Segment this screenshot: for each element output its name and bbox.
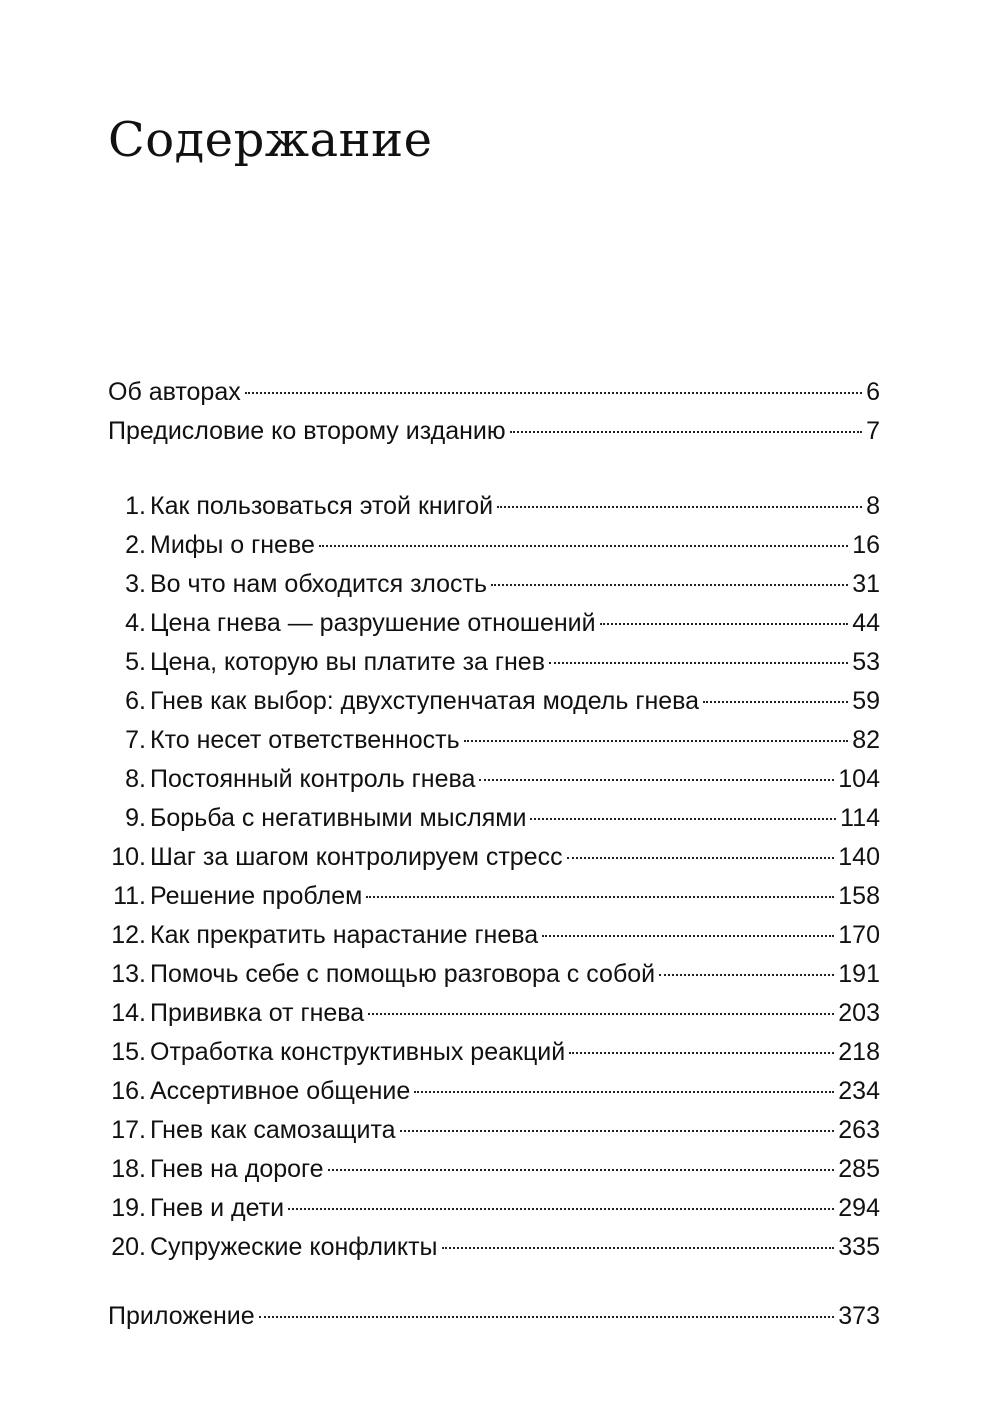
toc-page-number: 82 bbox=[852, 726, 880, 754]
toc-entry-preface[interactable] bbox=[108, 412, 880, 451]
toc-page-number: 294 bbox=[838, 1194, 880, 1222]
toc-dot-leader bbox=[414, 1091, 834, 1093]
toc-dot-leader bbox=[245, 392, 862, 394]
chapter-number: 2. bbox=[125, 531, 146, 559]
chapter-title: Гнев как самозащита bbox=[150, 1116, 396, 1144]
toc-entry-chapter-19[interactable] bbox=[108, 1189, 880, 1228]
chapter-number: 3. bbox=[125, 570, 146, 598]
toc-page-number: 6 bbox=[866, 378, 880, 406]
toc-page-number: 234 bbox=[838, 1077, 880, 1105]
chapter-number: 15. bbox=[111, 1038, 146, 1066]
toc-page-number: 7 bbox=[866, 417, 880, 445]
toc-entry-chapter-13[interactable] bbox=[108, 955, 880, 994]
toc-entry-title bbox=[108, 1033, 565, 1072]
toc-entry-title bbox=[108, 994, 364, 1033]
toc-entry-chapter-15[interactable] bbox=[108, 1033, 880, 1072]
chapter-number: 5. bbox=[125, 648, 146, 676]
toc-page-number: 114 bbox=[840, 804, 880, 832]
toc-entry-title bbox=[108, 1150, 324, 1189]
chapter-title: Мифы о гневе bbox=[150, 531, 315, 559]
toc-page-number: 140 bbox=[838, 843, 880, 871]
toc-entry-title bbox=[108, 955, 655, 994]
toc-dot-leader bbox=[703, 701, 848, 703]
toc-entry-title bbox=[108, 604, 596, 643]
chapter-number: 9. bbox=[125, 804, 146, 832]
toc-entry-about-authors[interactable] bbox=[108, 373, 880, 412]
toc-front-matter bbox=[108, 373, 880, 451]
toc-dot-leader bbox=[491, 584, 848, 586]
chapter-title: Цена гнева — разрушение отношений bbox=[150, 609, 596, 637]
chapter-number: 7. bbox=[125, 726, 146, 754]
toc-entry-title bbox=[108, 1228, 438, 1267]
toc-dot-leader bbox=[600, 623, 849, 625]
toc-entry-title bbox=[108, 565, 487, 604]
toc-entry-chapter-20[interactable] bbox=[108, 1228, 880, 1267]
toc-entry-title: Приложение bbox=[108, 1302, 255, 1330]
chapter-number: 6. bbox=[125, 687, 146, 715]
toc-dot-leader bbox=[259, 1316, 835, 1318]
toc-dot-leader bbox=[497, 506, 862, 508]
chapter-title: Как прекратить нарастание гнева bbox=[150, 921, 539, 949]
toc-entry-chapter-4[interactable] bbox=[108, 604, 880, 643]
chapter-title: Ассертивное общение bbox=[150, 1077, 411, 1105]
toc-page-number: 285 bbox=[838, 1155, 880, 1183]
toc-entry-chapter-14[interactable] bbox=[108, 994, 880, 1033]
toc-entry-chapter-11[interactable] bbox=[108, 877, 880, 916]
toc-entry-title bbox=[108, 526, 315, 565]
toc-entry-chapter-8[interactable] bbox=[108, 760, 880, 799]
toc-entry-chapter-10[interactable] bbox=[108, 838, 880, 877]
chapter-number: 17. bbox=[111, 1116, 146, 1144]
toc-page-number: 170 bbox=[838, 921, 880, 949]
toc-entry-chapter-7[interactable] bbox=[108, 721, 880, 760]
toc-entry-chapter-17[interactable] bbox=[108, 1111, 880, 1150]
toc-entry-chapter-9[interactable] bbox=[108, 799, 880, 838]
toc-page-number: 203 bbox=[838, 999, 880, 1027]
toc-entry-title bbox=[108, 643, 545, 682]
chapter-number: 11. bbox=[113, 882, 146, 910]
toc-dot-leader bbox=[659, 974, 834, 976]
chapter-number: 10. bbox=[111, 843, 146, 871]
chapter-number: 14. bbox=[111, 999, 146, 1027]
chapter-number: 20. bbox=[111, 1233, 146, 1261]
chapter-title: Цена, которую вы платите за гнев bbox=[150, 648, 545, 676]
toc-entry-title bbox=[108, 487, 493, 526]
toc-page-number: 158 bbox=[838, 882, 880, 910]
toc-dot-leader bbox=[442, 1247, 835, 1249]
toc-back-matter bbox=[108, 1297, 880, 1336]
toc-dot-leader bbox=[567, 857, 835, 859]
chapter-title: Решение проблем bbox=[150, 882, 363, 910]
toc-entry-chapter-5[interactable] bbox=[108, 643, 880, 682]
chapter-number: 16. bbox=[111, 1077, 146, 1105]
toc-dot-leader bbox=[569, 1052, 834, 1054]
toc-page-number: 44 bbox=[852, 609, 880, 637]
toc-page-number: 263 bbox=[838, 1116, 880, 1144]
toc-entry-chapter-12[interactable] bbox=[108, 916, 880, 955]
toc-entry-appendix[interactable] bbox=[108, 1297, 880, 1336]
toc-entry-title bbox=[108, 1111, 396, 1150]
toc-entry-chapter-2[interactable] bbox=[108, 526, 880, 565]
toc-page-number: 31 bbox=[852, 570, 880, 598]
toc-entry-chapter-1[interactable] bbox=[108, 487, 880, 526]
toc-page-number: 8 bbox=[866, 492, 880, 520]
toc-entry-title bbox=[108, 799, 526, 838]
chapter-title: Гнев на дороге bbox=[150, 1155, 324, 1183]
toc-entry-title bbox=[108, 760, 475, 799]
toc-entry-chapter-18[interactable] bbox=[108, 1150, 880, 1189]
toc-page-number: 59 bbox=[852, 687, 880, 715]
toc-dot-leader bbox=[510, 431, 862, 433]
chapter-number: 4. bbox=[125, 609, 146, 637]
toc-entry-chapter-3[interactable] bbox=[108, 565, 880, 604]
chapter-number: 13. bbox=[111, 960, 146, 988]
chapter-title: Во что нам обходится злость bbox=[150, 570, 488, 598]
toc-entry-title bbox=[108, 721, 460, 760]
toc-entry-chapter-6[interactable] bbox=[108, 682, 880, 721]
chapter-title: Отработка конструктивных реакций bbox=[150, 1038, 566, 1066]
toc-dot-leader bbox=[464, 740, 849, 742]
chapter-title: Как пользоваться этой книгой bbox=[150, 492, 494, 520]
toc-entry-title bbox=[108, 916, 538, 955]
toc-dot-leader bbox=[328, 1169, 835, 1171]
toc-page-number: 16 bbox=[852, 531, 880, 559]
chapter-number: 19. bbox=[111, 1194, 146, 1222]
chapter-title: Гнев и дети bbox=[150, 1194, 285, 1222]
toc-entry-title bbox=[108, 682, 699, 721]
toc-chapters bbox=[108, 487, 880, 1267]
chapter-number: 1. bbox=[125, 492, 146, 520]
toc-dot-leader bbox=[530, 818, 836, 820]
toc-entry-title: Об авторах bbox=[108, 378, 241, 406]
toc-entry-chapter-16[interactable] bbox=[108, 1072, 880, 1111]
toc-dot-leader bbox=[319, 545, 848, 547]
toc-page-number: 53 bbox=[852, 648, 880, 676]
toc-dot-leader bbox=[479, 779, 834, 781]
chapter-title: Борьба с негативными мыслями bbox=[150, 804, 527, 832]
toc-entry-title bbox=[108, 838, 563, 877]
chapter-number: 12. bbox=[111, 921, 146, 949]
chapter-title: Шаг за шагом контролируем стресс bbox=[150, 843, 563, 871]
page-title: Содержание bbox=[108, 112, 433, 168]
chapter-number: 8. bbox=[125, 765, 146, 793]
chapter-title: Помочь себе с помощью разговора с собой bbox=[150, 960, 656, 988]
toc-page-number: 335 bbox=[838, 1233, 880, 1261]
toc-entry-title: Предисловие ко второму изданию bbox=[108, 417, 506, 445]
toc-page-number: 373 bbox=[838, 1302, 880, 1330]
chapter-title: Постоянный контроль гнева bbox=[150, 765, 476, 793]
chapter-title: Гнев как выбор: двухступенчатая модель гнева bbox=[150, 687, 700, 715]
toc-dot-leader bbox=[542, 935, 834, 937]
toc-dot-leader bbox=[368, 1013, 834, 1015]
toc-dot-leader bbox=[400, 1130, 835, 1132]
toc-page-number: 191 bbox=[838, 960, 880, 988]
chapter-title: Супружеские конфликты bbox=[150, 1233, 438, 1261]
toc-page-number: 218 bbox=[838, 1038, 880, 1066]
toc-dot-leader bbox=[366, 896, 834, 898]
toc-page-number: 104 bbox=[838, 765, 880, 793]
toc-dot-leader bbox=[549, 662, 848, 664]
toc-dot-leader bbox=[288, 1208, 834, 1210]
toc-entry-title bbox=[108, 1189, 284, 1228]
toc-entry-title bbox=[108, 877, 362, 916]
chapter-title: Прививка от гнева bbox=[150, 999, 365, 1027]
chapter-title: Кто несет ответственность bbox=[150, 726, 460, 754]
chapter-number: 18. bbox=[111, 1155, 146, 1183]
toc-entry-title bbox=[108, 1072, 410, 1111]
